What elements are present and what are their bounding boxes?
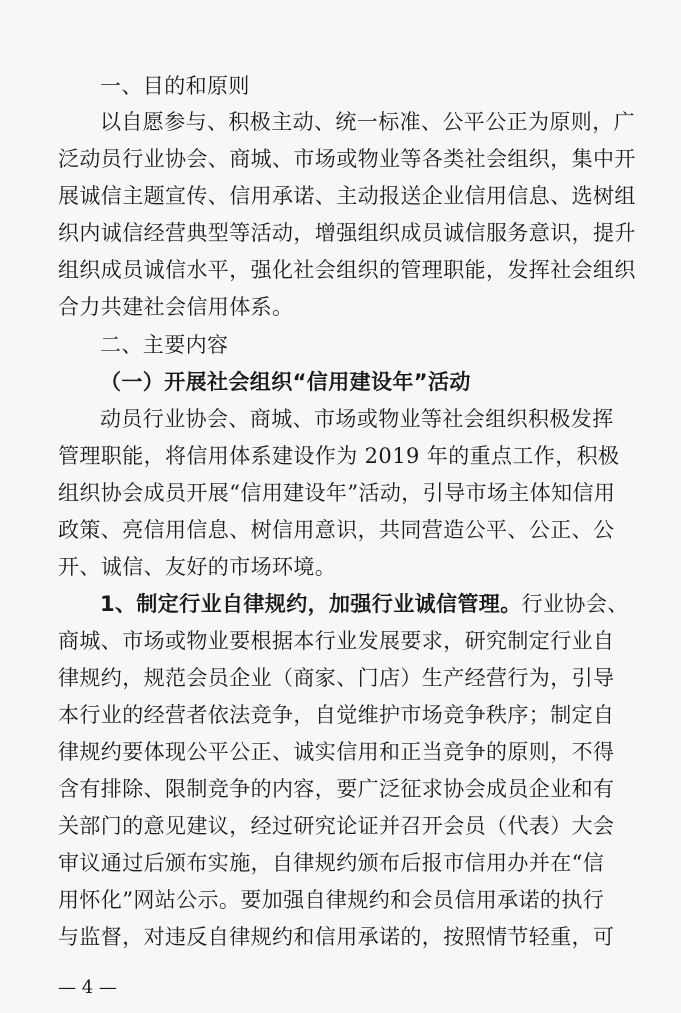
section-1-line-1: 以自愿参与、积极主动、统一标准、公平公正为原则，广 bbox=[100, 110, 635, 134]
item-1-first-line-rest: 行业协会、 bbox=[521, 592, 629, 616]
section-2-line-2: 管理职能，将信用体系建设作为 2019 年的重点工作，积极 bbox=[58, 444, 620, 468]
section-2-subheading: （一）开展社会组织“信用建设年”活动 bbox=[100, 370, 471, 394]
section-2-heading: 二、主要内容 bbox=[100, 333, 229, 357]
item-1-line-8: 审议通过后颁布实施，自律规约颁布后报市信用办并在“信 bbox=[58, 851, 605, 875]
section-2-line-1: 动员行业协会、商城、市场或物业等社会组织积极发挥 bbox=[100, 407, 614, 431]
item-1-line-10: 与监督，对违反自律规约和信用承诺的，按照情节轻重，可 bbox=[58, 925, 615, 949]
section-1-heading: 一、目的和原则 bbox=[100, 74, 250, 98]
section-1-line-6: 合力共建社会信用体系。 bbox=[58, 295, 294, 319]
section-2-line-4: 政策、亮信用信息、树信用意识，共同营造公平、公正、公 bbox=[58, 518, 615, 542]
item-1-line-6: 含有排除、限制竞争的内容，要广泛征求协会成员企业和有 bbox=[58, 777, 615, 801]
item-1-line-3: 律规约，规范会员企业（商家、门店）生产经营行为，引导 bbox=[58, 666, 615, 690]
item-1-line-4: 本行业的经营者依法竞争，自觉维护市场竞争秩序；制定自 bbox=[58, 703, 615, 727]
section-1-line-5: 组织成员诚信水平，强化社会组织的管理职能，发挥社会组织 bbox=[58, 258, 636, 282]
item-1-line-9: 用怀化”网站公示。要加强自律规约和会员信用承诺的执行 bbox=[58, 888, 605, 912]
section-1-line-2: 泛动员行业协会、商城、市场或物业等各类社会组织，集中开 bbox=[58, 147, 636, 171]
item-1-line-2: 商城、市场或物业要根据本行业发展要求，研究制定行业自 bbox=[58, 629, 615, 653]
item-1-line-5: 律规约要体现公平公正、诚实信用和正当竞争的原则，不得 bbox=[58, 740, 615, 764]
page-number: — 4 — bbox=[58, 977, 117, 998]
section-1-line-3: 展诚信主题宣传、信用承诺、主动报送企业信用信息、选树组 bbox=[58, 184, 636, 208]
section-2-line-5: 开、诚信、友好的市场环境。 bbox=[58, 555, 337, 579]
item-1-line-7: 关部门的意见建议，经过研究论证并召开会员（代表）大会 bbox=[58, 814, 615, 838]
item-1-first-line bbox=[100, 590, 680, 618]
section-2-line-3: 组织协会成员开展“信用建设年”活动，引导市场主体知信用 bbox=[58, 481, 616, 505]
item-1-title: 1、制定行业自律规约，加强行业诚信管理。 bbox=[100, 592, 522, 616]
section-1-line-4: 织内诚信经营典型等活动，增强组织成员诚信服务意识，提升 bbox=[58, 221, 636, 245]
